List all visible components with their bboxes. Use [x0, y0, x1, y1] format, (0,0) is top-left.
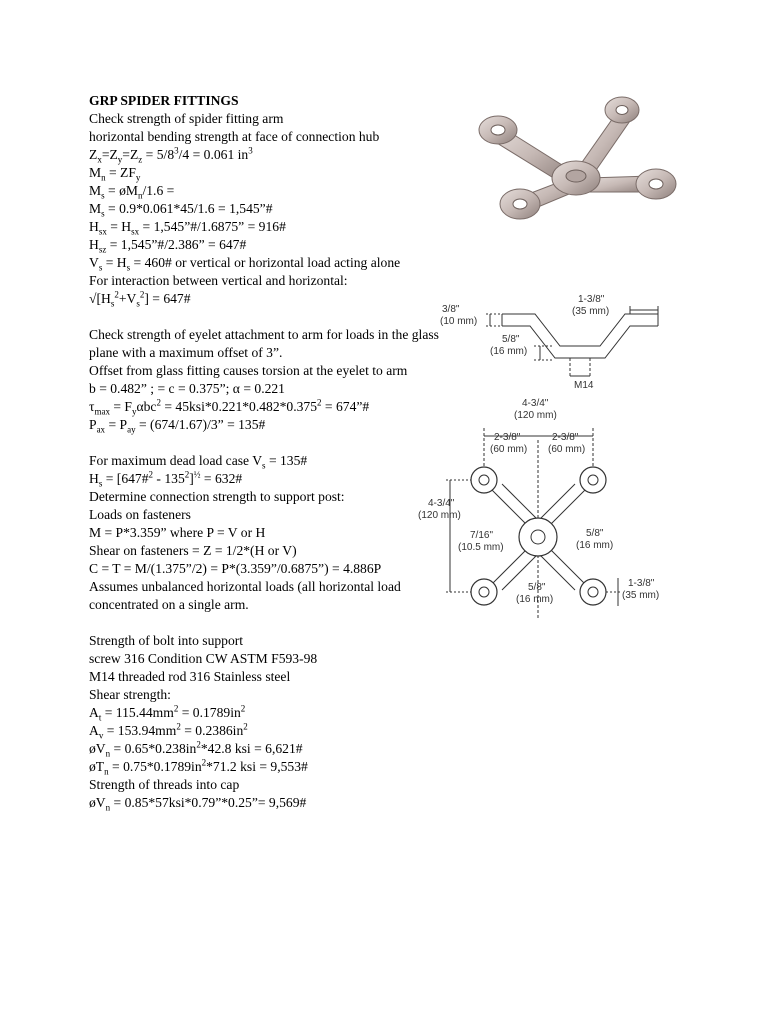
- text-line: Shear on fasteners = Z = 1/2*(H or V): [89, 543, 297, 558]
- doc-title: GRP SPIDER FITTINGS: [89, 93, 239, 108]
- dim-height-mm: (120 mm): [418, 510, 461, 521]
- formula-hsx: $H_{sx} = H_{sx}$ = 1,545”#/1.6875” = 916#: [89, 219, 286, 237]
- paragraph-assumption: Assumes unbalanced horizontal loads (all horizontal load concentrated on a single arm.: [89, 579, 401, 612]
- dim-half-left-mm: (60 mm): [490, 444, 528, 455]
- dim-arm-right: 5/8": [586, 528, 604, 539]
- formula-ct: C = T = M/(1.375”/2) = P*(3.359”/0.6875”) = 4.886P: [89, 561, 382, 576]
- dim-eye-mm: (35 mm): [622, 590, 660, 601]
- formula-vs: $V_s = H_s$ = 460# or vertical or horizontal load acting alone: [89, 255, 401, 273]
- dim-width: 4-3/4": [522, 398, 549, 409]
- formula-pax: $P_{ax} = P_{ay} = (674/1.67)/3$” = 135#: [89, 417, 266, 435]
- text-line: Strength of threads into cap: [89, 777, 240, 792]
- formula-z: $Z_x=Z_y=Z_z = 5/8^3/4 = 0.061$ $in^3$: [89, 145, 253, 165]
- text-line: screw 316 Condition CW ASTM F593-98: [89, 651, 318, 666]
- paragraph-eyelet: Check strength of eyelet attachment to arm for loads in the glass plane with a maximum offset of 3”.: [89, 327, 439, 360]
- text-line: M14 threaded rod 316 Stainless steel: [89, 669, 291, 684]
- formula-av: $A_v = 153.94mm^2 = 0.2386in^2$: [89, 721, 248, 741]
- dim-half-left: 2-3/8": [494, 432, 521, 443]
- dim-half-right-mm: (60 mm): [548, 444, 586, 455]
- formula-interaction: $√[H_s^2+V_s^2]$ = 647#: [89, 289, 191, 309]
- dim-eye: 1-3/8": [628, 578, 655, 589]
- text-line: Shear strength:: [89, 687, 171, 702]
- formula-hsz: $H_{sz}$ = 1,545”#/2.386” = 647#: [89, 237, 247, 255]
- formula-deadload: For maximum dead load case $V_s$ = 135#: [89, 453, 308, 471]
- formula-at: $A_t = 115.44mm^2 = 0.1789in^2$: [89, 703, 246, 723]
- paragraph-offset: Offset from glass fitting causes torsion at the eyelet to arm: [89, 363, 408, 378]
- formula-ms: $M_s$ = $øM_n/1.6$ =: [89, 183, 175, 201]
- text-line: M = P*3.359” where P = V or H: [89, 525, 266, 540]
- dim-1-3-8: 1-3/8": [578, 294, 605, 305]
- dim-arm-bottom-mm: (16 mm): [516, 594, 554, 605]
- formula-vn: $øV_n = 0.65*0.238in^2*42.8$ ksi = 6,621#: [89, 739, 303, 759]
- text-line: Strength of bolt into support: [89, 633, 244, 648]
- formula-vn-threads: $øV_n$ = 0.85*57ksi*0.79”*0.25”= 9,569#: [89, 795, 307, 813]
- plan-dimension-drawing: [410, 388, 680, 633]
- dim-3-8: 3/8": [442, 304, 460, 315]
- dim-16mm: (16 mm): [490, 346, 528, 357]
- dim-arm-bottom: 5/8": [528, 582, 546, 593]
- dim-hub-hole: 7/16": [470, 530, 494, 541]
- text-line: For interaction between vertical and horizontal:: [89, 273, 348, 288]
- bolt-label: M14: [574, 380, 594, 391]
- formula-ms-value: $M_s = 0.9*0.061*45/1.6$ = 1,545”#: [89, 201, 273, 219]
- dim-10mm: (10 mm): [440, 316, 478, 327]
- formula-bc: b = 0.482” ; = c = 0.375”; α = 0.221: [89, 381, 285, 396]
- dim-5-8: 5/8": [502, 334, 520, 345]
- dim-hub-hole-mm: (10.5 mm): [458, 542, 504, 553]
- dim-arm-right-mm: (16 mm): [576, 540, 614, 551]
- text-line: Check strength of spider fitting arm: [89, 111, 284, 126]
- formula-tn: $øT_n = 0.75*0.1789in^2*71.2$ ksi = 9,553#: [89, 757, 308, 777]
- side-section-drawing: [430, 288, 680, 400]
- formula-tau: $\tau_{max} = F_y\alpha bc^2 = 45ksi*0.221*0.482*0.375^2$ = 674”#: [89, 397, 370, 417]
- formula-mn: $M_n = ZF_y$: [89, 165, 141, 183]
- dim-half-right: 2-3/8": [552, 432, 579, 443]
- text-line: Determine connection strength to support post:: [89, 489, 345, 504]
- text-line: horizontal bending strength at face of connection hub: [89, 129, 380, 144]
- dim-width-mm: (120 mm): [514, 410, 557, 421]
- dim-height: 4-3/4": [428, 498, 455, 509]
- calculation-text: [89, 92, 449, 812]
- text-line: Loads on fasteners: [89, 507, 191, 522]
- spider-fitting-photo: [470, 88, 710, 228]
- dim-35mm: (35 mm): [572, 306, 610, 317]
- formula-hs: $H_s$ = [647#$^2$ - $135^2]^{\frac{1}{2}}$ = 632#: [89, 469, 243, 489]
